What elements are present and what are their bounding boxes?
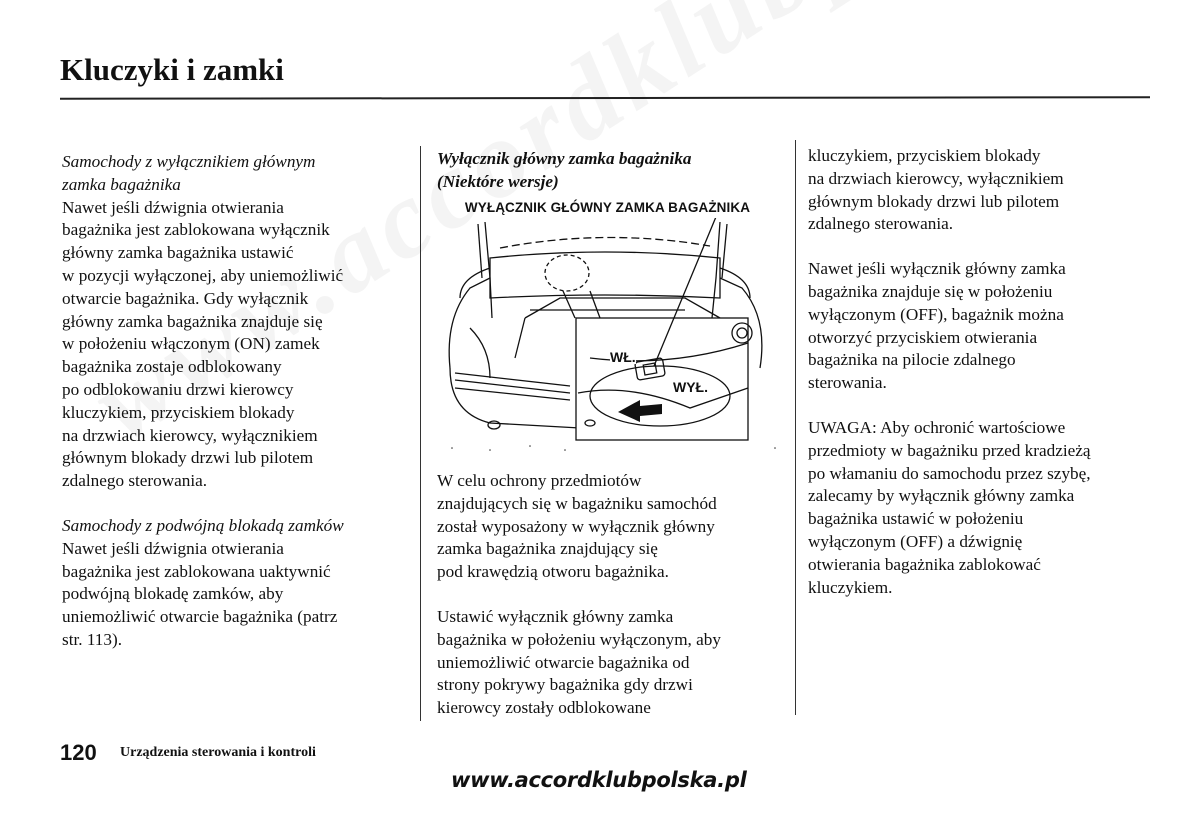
text-line: otwierania bagażnika zablokować (808, 554, 1041, 574)
text-line: bagażnika znajduje się w położeniu (808, 281, 1053, 301)
trunk-switch-figure (430, 200, 785, 455)
text-line: w pozycji wyłączonej, aby uniemożliwić (62, 265, 344, 285)
switch-off-label: WYŁ. (673, 379, 708, 395)
text-line: został wyposażony w wyłącznik główny (437, 516, 715, 536)
figure-caption: WYŁĄCZNIK GŁÓWNY ZAMKA BAGAŻNIKA (464, 200, 751, 215)
column-2 (437, 148, 787, 194)
text-line: otwarcie bagażnika. Gdy wyłącznik (62, 288, 309, 308)
text-line: zdalnego sterowania. (62, 471, 208, 491)
text-line: zamka bagażnika znajdujący się (437, 539, 658, 559)
text-line: otworzyć przyciskiem otwierania (808, 327, 1038, 347)
column-1 (62, 151, 412, 652)
text-line: bagażnika na pilocie zdalnego (808, 350, 1016, 370)
paragraph-gap (437, 584, 787, 606)
text-line: na drzwiach kierowcy, wyłącznikiem (62, 425, 318, 445)
text-line: w położeniu włączonym (ON) zamek (62, 334, 320, 354)
text-line: pod krawędzią otworu bagażnika. (437, 562, 669, 582)
text-line: str. 113). (62, 629, 122, 649)
text-line: podwójną blokadę zamków, aby (62, 584, 284, 604)
column-2-text (437, 470, 787, 720)
page-number: 120 (60, 740, 97, 765)
text-line: po odblokowaniu drzwi kierowcy (62, 379, 294, 399)
title-rule (60, 96, 1150, 100)
text-line: Nawet jeśli dźwignia otwierania (62, 197, 284, 217)
text-line: kluczykiem. (808, 577, 893, 597)
text-line: zalecamy by wyłącznik główny zamka (808, 486, 1075, 506)
section-heading: Samochody z podwójną blokadą zamków (62, 515, 344, 535)
text-line: bagażnika jest zablokowana uaktywnić (62, 561, 331, 581)
text-line: kierowcy zostały odblokowane (437, 698, 651, 718)
text-line: Ustawić wyłącznik główny zamka (437, 606, 674, 626)
section-heading: (Niektóre wersje) (437, 171, 559, 191)
column-divider (420, 146, 421, 721)
text-line: kluczykiem, przyciskiem blokady (62, 402, 295, 422)
text-line: UWAGA: Aby ochronić wartościowe (808, 417, 1066, 437)
paragraph-gap (808, 236, 1168, 258)
column-divider (795, 140, 796, 715)
page-title: Kluczyki i zamki (60, 52, 284, 87)
text-line: znajdujących się w bagażniku samochód (437, 493, 717, 513)
text-line: bagażnika jest zablokowana wyłącznik (62, 220, 330, 240)
text-line: W celu ochrony przedmiotów (437, 471, 642, 490)
text-line: uniemożliwić otwarcie bagażnika (patrz (62, 607, 338, 627)
section-heading: Samochody z wyłącznikiem głównym (62, 152, 316, 171)
text-line: bagażnika ustawić w położeniu (808, 509, 1024, 529)
switch-on-label: WŁ. (610, 349, 636, 365)
text-line: strony pokrywy bagażnika gdy drzwi (437, 675, 693, 695)
paragraph-gap (62, 493, 412, 515)
text-line: kluczykiem, przyciskiem blokady (808, 146, 1041, 165)
footer-section-name: Urządzenia sterowania i kontroli (120, 745, 316, 760)
text-line: uniemożliwić otwarcie bagażnika od (437, 652, 690, 672)
text-line: sterowania. (808, 373, 887, 393)
text-line: Nawet jeśli dźwignia otwierania (62, 538, 284, 558)
section-heading: zamka bagażnika (62, 174, 181, 194)
text-line: bagażnika zostaje odblokowany (62, 357, 282, 377)
paragraph-gap (808, 395, 1168, 417)
section-heading: Wyłącznik główny zamka bagażnika (437, 149, 692, 168)
text-line: zdalnego sterowania. (808, 214, 954, 234)
text-line: główny zamka bagażnika ustawić (62, 243, 294, 263)
column-3 (808, 145, 1168, 599)
text-line: wyłączonym (OFF), bagażnik można (808, 304, 1064, 324)
text-line: po włamaniu do samochodu przez szybę, (808, 463, 1091, 483)
text-line: wyłączonym (OFF) a dźwignię (808, 531, 1023, 551)
text-line: Nawet jeśli wyłącznik główny zamka (808, 259, 1066, 279)
car-trunk-illustration-icon (430, 218, 785, 458)
text-line: głównym blokady drzwi lub pilotem (62, 448, 314, 468)
footer-url: www.accordklubpolska.pl (451, 768, 747, 792)
text-line: na drzwiach kierowcy, wyłącznikiem (808, 168, 1064, 188)
text-line: bagażnika w położeniu wyłączonym, aby (437, 629, 721, 649)
text-line: głównym blokady drzwi lub pilotem (808, 191, 1060, 211)
text-line: główny zamka bagażnika znajduje się (62, 311, 323, 331)
text-line: przedmioty w bagażniku przed kradzieżą (808, 440, 1091, 460)
